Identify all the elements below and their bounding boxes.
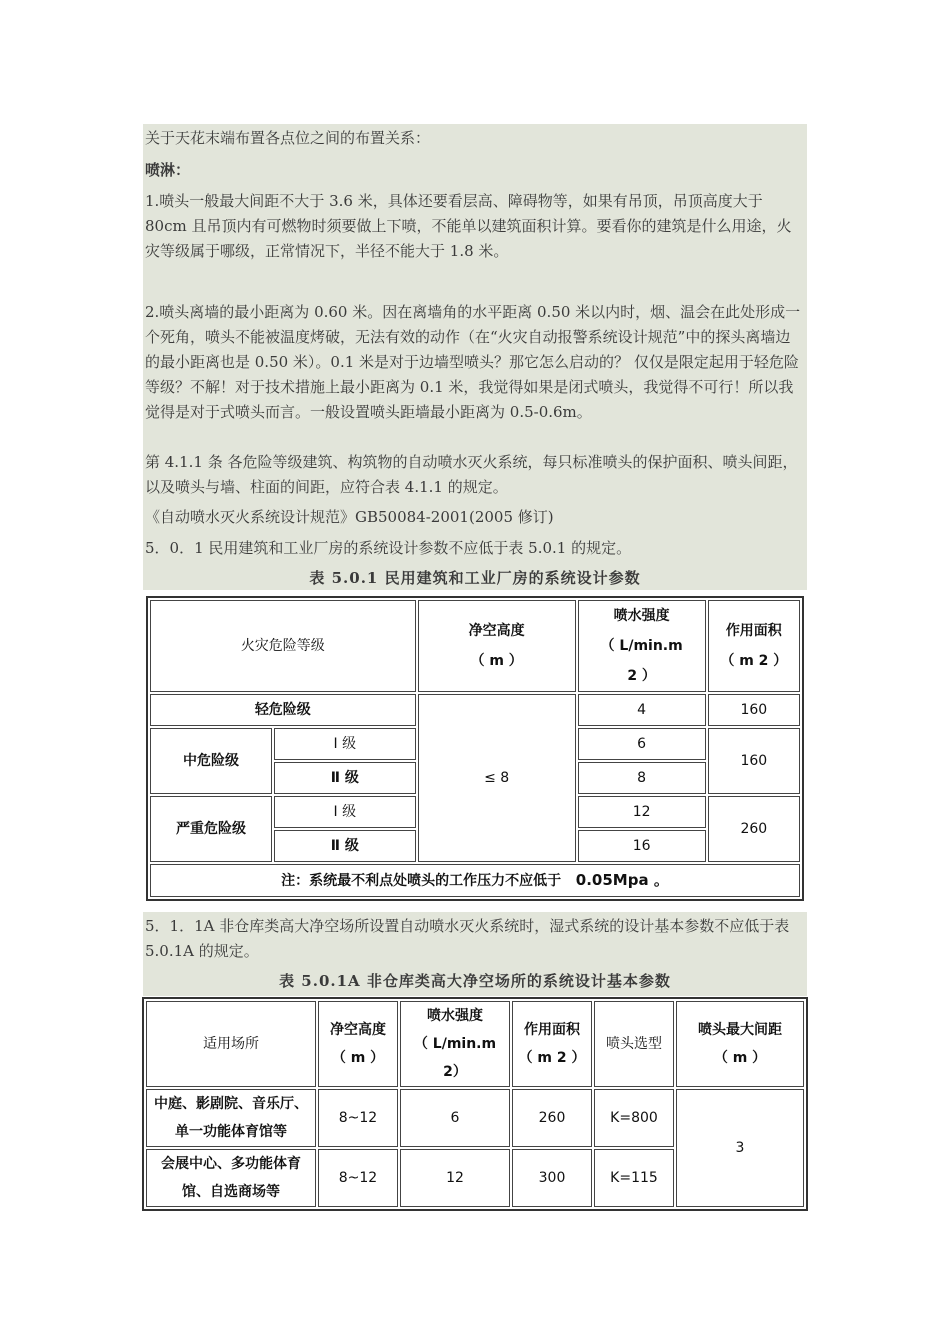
- cell-area: 160: [708, 728, 800, 794]
- cell-area: 160: [708, 694, 800, 726]
- table-note: 注：系统最不利点处喷头的工作压力不应低于 0.05Mpa 。: [150, 864, 800, 897]
- cell-intensity: 6: [400, 1089, 510, 1147]
- header-area: 作用面积 （ m 2 ）: [708, 600, 800, 692]
- cell-height: ≤ 8: [418, 694, 576, 862]
- row-severe-hazard: 严重危险级: [150, 796, 272, 862]
- cell-grade-2: Ⅱ 级: [274, 762, 416, 794]
- header-intensity: 喷水强度 （ L/min.m 2）: [400, 1001, 510, 1087]
- cell-area: 300: [512, 1149, 592, 1207]
- row-middle-hazard: 中危险级: [150, 728, 272, 794]
- paragraph-5-0-1: 5．0．1 民用建筑和工业厂房的系统设计参数不应低于表 5.0.1 的规定。: [145, 539, 632, 557]
- cell-grade-2: Ⅱ 级: [274, 830, 416, 862]
- header-area: 作用面积 （ m 2 ）: [512, 1001, 592, 1087]
- cell-place: 中庭、影剧院、音乐厅、 单一功能体育馆等: [146, 1089, 316, 1147]
- header-clear-height: 净空高度 （ m ）: [318, 1001, 398, 1087]
- paragraph-spacing: 1.喷头一般最大间距不大于 3.6 米，具体还要看层高、障碍物等，如果有吊顶，吊顶高度大于 80cm 且吊顶内有可燃物时须要做上下喷，不能单以建筑面积计算。要看你的建筑是什么用途，火灾等级属于哪级，正常情况下，半径不能大于 1.8 米。: [145, 192, 792, 260]
- cell-intensity: 12: [578, 796, 706, 828]
- header-max-spacing: 喷头最大间距 （ m ）: [676, 1001, 804, 1087]
- cell-grade-1: Ⅰ 级: [274, 796, 416, 828]
- table-5-0-1a: [142, 997, 808, 1211]
- table1-title: 表 5.0.1 民用建筑和工业厂房的系统设计参数: [309, 569, 641, 587]
- cell-grade-1: Ⅰ 级: [274, 728, 416, 760]
- header-place: 适用场所: [146, 1001, 316, 1087]
- cell-intensity: 16: [578, 830, 706, 862]
- cell-area: 260: [708, 796, 800, 862]
- table2-title: 表 5.0.1A 非仓库类高大净空场所的系统设计基本参数: [279, 972, 671, 990]
- cell-area: 260: [512, 1089, 592, 1147]
- header-sprinkler-type: 喷头选型: [594, 1001, 674, 1087]
- header-hazard-level: 火灾危险等级: [150, 600, 416, 692]
- section-label: 喷淋：: [145, 161, 191, 179]
- paragraph-5-1-1a: 5．1．1A 非仓库类高大净空场所设置自动喷水灭火系统时，湿式系统的设计基本参数不应低于表 5.0.1A 的规定。: [145, 917, 790, 960]
- cell-spacing: 3: [676, 1089, 804, 1207]
- cell-height: 8~12: [318, 1089, 398, 1147]
- table-row: [150, 694, 800, 726]
- cell-intensity: 12: [400, 1149, 510, 1207]
- table-5-0-1: [146, 596, 804, 901]
- header-intensity: 喷水强度 （ L/min.m 2 ）: [578, 600, 706, 692]
- row-light-hazard: 轻危险级: [150, 694, 416, 726]
- table-header-row: [150, 600, 800, 692]
- cell-place: 会展中心、多功能体育 馆、自选商场等: [146, 1149, 316, 1207]
- cell-type: K=800: [594, 1089, 674, 1147]
- paragraph-wall-distance: 2.喷头离墙的最小距离为 0.60 米。因在离墙角的水平距离 0.50 米以内时，烟、温会在此处形成一个死角，喷头不能被温度烤破，无法有效的动作（在“火灾自动报警系统设计规范”中的探头离墙边的最小距离也是 0.50 米）。0.1 米是对于边墙型喷头？那它怎么启动的？ 仅仅是限定起用于轻危险等级？不解！对于技术措施上最小距离为 0.1 米，我觉得如果是闭式喷头，我觉得不可行！所以我觉得是对于式喷头而言。一般设置喷头距墙最小距离为 0.5-0.6m。: [145, 303, 801, 421]
- cell-intensity: 8: [578, 762, 706, 794]
- table-header-row: [146, 1001, 804, 1087]
- paragraph-article-4-1-1: 第 4.1.1 条 各危险等级建筑、构筑物的自动喷水灭火系统，每只标准喷头的保护面积、喷头间距，以及喷头与墙、柱面的间距，应符合表 4.1.1 的规定。: [145, 453, 798, 496]
- cell-type: K=115: [594, 1149, 674, 1207]
- table-row: [146, 1089, 804, 1147]
- cell-intensity: 4: [578, 694, 706, 726]
- intro-line: 关于天花末端布置各点位之间的布置关系：: [145, 129, 431, 147]
- cell-height: 8~12: [318, 1149, 398, 1207]
- cell-intensity: 6: [578, 728, 706, 760]
- header-clear-height: 净空高度 （ m ）: [418, 600, 576, 692]
- paragraph-code-reference: 《自动喷水灭火系统设计规范》GB50084-2001(2005 修订): [145, 508, 554, 526]
- table-note-row: [150, 864, 800, 897]
